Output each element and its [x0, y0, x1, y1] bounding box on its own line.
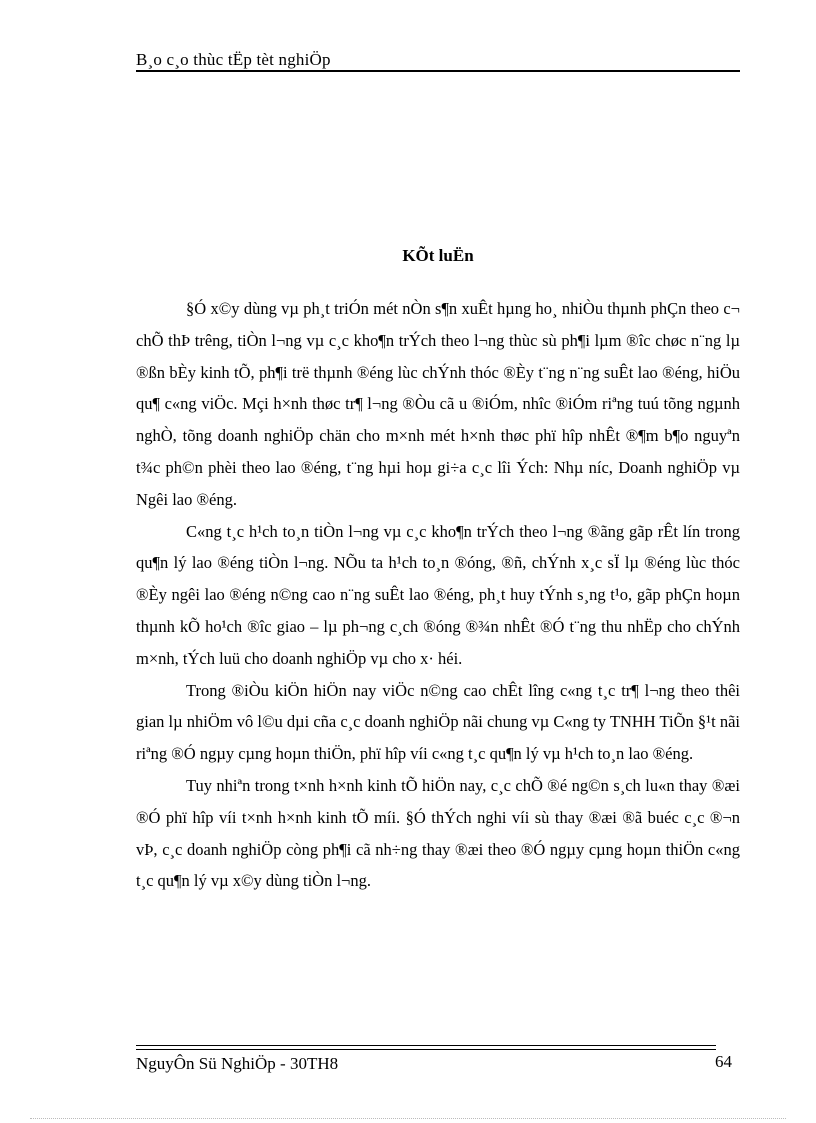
section-heading: KÕt luËn [402, 246, 474, 265]
page-number: 64 [715, 1052, 732, 1071]
body-text [136, 293, 740, 897]
page-edge-divider [30, 1118, 786, 1119]
paragraph: §Ó x©y dùng vµ ph¸t triÓn mét nÒn s¶n xuÊt hµng ho¸ nhiÒu thµnh phÇn theo c¬ chÕ thÞ trêng, tiÒn l¬ng vµ c¸c kho¶n trÝch theo l¬ng thùc sù ph¶i lµm ®îc chøc n¨ng lµ ®ßn bÈy kinh tÕ, ph¶i trë thµnh ®éng lùc chÝnh thóc ®Èy t¨ng n¨ng suÊt lao ®éng, hiÖu qu¶ c«ng viÖc. Mçi h×nh thøc tr¶ l¬ng ®Òu cã u ®iÓm, nhîc ®iÓm riªng tuú tõng ngµnh nghÒ, tõng doanh nghiÖp chän cho m×nh mét h×nh thøc phï hîp nhÊt ®¶m b¶o nguyªn t¾c ph©n phèi theo lao ®éng, t¨ng hµi hoµ gi÷a c¸c lîi Ých: Nhµ níc, Doanh nghiÖp vµ Ngêi lao ®éng. [136, 299, 740, 509]
header-title: B¸o c¸o thùc tËp tèt nghiÖp [136, 50, 331, 69]
header-rule [136, 70, 740, 72]
paragraph: Trong ®iÒu kiÖn hiÖn nay viÖc n©ng cao chÊt lîng c«ng t¸c tr¶ l¬ng theo thêi gian lµ nhiÖm vô l©u dµi cña c¸c doanh nghiÖp nãi chung vµ C«ng ty TNHH TiÕn §¹t nãi riªng ®Ó ngµy cµng hoµn thiÖn, phï hîp víi c«ng t¸c qu¶n lý vµ h¹ch to¸n lao ®éng. [136, 680, 740, 764]
paragraph: C«ng t¸c h¹ch to¸n tiÒn l¬ng vµ c¸c kho¶n trÝch theo l¬ng ®ãng gãp rÊt lín trong qu¶n lý lao ®éng tiÒn l¬ng. NÕu ta h¹ch to¸n ®óng, ®ñ, chÝnh x¸c sÏ lµ ®éng lùc thóc ®Èy ngêi lao ®éng n©ng cao n¨ng suÊt lao ®éng, ph¸t huy tÝnh s¸ng t¹o, gãp phÇn hoµn thµnh kÕ ho¹ch ®îc giao – lµ ph¬ng c¸ch ®óng ®¾n nhÊt ®Ó t¨ng thu nhËp cho chÝnh m×nh, tÝch luü cho doanh nghiÖp vµ cho x· héi. [136, 521, 740, 668]
footer-author: NguyÔn Sü NghiÖp - 30TH8 [136, 1054, 339, 1073]
footer-rule [136, 1049, 716, 1050]
footer-rule [136, 1045, 716, 1046]
paragraph: Tuy nhiªn trong t×nh h×nh kinh tÕ hiÖn nay, c¸c chÕ ®é ng©n s¸ch lu«n thay ®æi ®Ó phï hîp víi t×nh h×nh kinh tÕ míi. §Ó thÝch nghi víi sù thay ®æi ®ã buéc c¸c ®¬n vÞ, c¸c doanh nghiÖp còng ph¶i cã nh÷ng thay ®æi theo ®Ó ngµy cµng hoµn thiÖn c«ng t¸c qu¶n lý vµ x©y dùng tiÒn l¬ng. [136, 775, 740, 891]
